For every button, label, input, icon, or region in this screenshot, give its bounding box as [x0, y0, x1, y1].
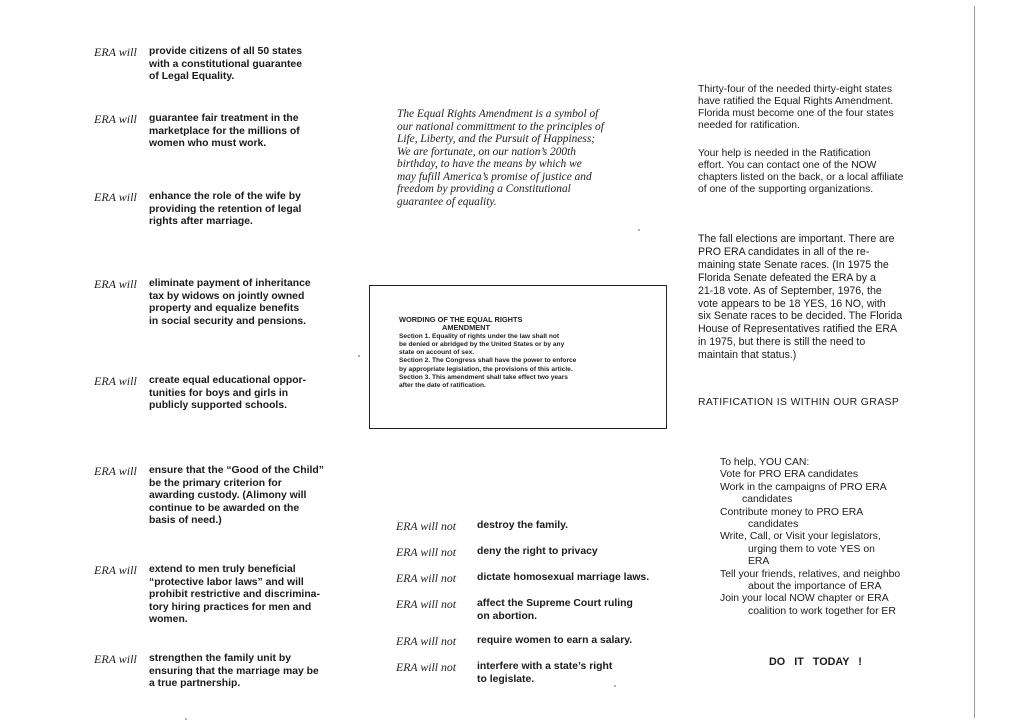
era-will-not-item: ERA will not destroy the family. — [396, 519, 569, 533]
era-will-text: create equal educational oppor- tunities for boys and girls in publicly supported schools. — [149, 375, 307, 412]
era-will-item — [94, 45, 384, 84]
era-will-item — [94, 652, 384, 691]
era-will-text: extend to men truly beneficial “protective labor laws” and will prohibit restrictive and discrimina- tory hiring practices for men and women. — [149, 564, 320, 626]
amendment-wording-text — [399, 316, 664, 390]
amendment-section-line: Section 1. Equality of rights under the law shall not — [399, 332, 560, 340]
era-will-text: eliminate payment of inheritance tax by widows on jointly owned property and equalize benefits in social security and pensions. — [149, 278, 311, 327]
era-will-text: provide citizens of all 50 states with a constitutional guarantee of Legal Equality. — [149, 46, 303, 83]
era-will-not-item: ERA will not affect the Supreme Court ruling on abortion. — [396, 597, 633, 622]
era-will-item — [94, 190, 384, 229]
era-will-lead: ERA will — [94, 45, 137, 59]
era-will-not-item: ERA will not dictate homosexual marriage laws. — [396, 571, 650, 585]
era-will-item — [94, 464, 384, 528]
fall-elections-paragraph: The fall elections are important. There are PRO ERA candidates in all of the re- maining state Senate races. (In 1975 the Florida Senate defeated the ERA by a 21-18 vote. As of September, 1976, the vote appears to be 18 YES, 16 NO, with six Senate races to be decided. The Florida House of Representatives ratified the ERA in 1975, but there is still the need to maintain that status.) — [698, 233, 903, 362]
scan-speck — [185, 718, 187, 720]
era-will-text: strengthen the family unit by ensuring that the marriage may be a true partnership. — [149, 653, 319, 690]
era-will-lead: ERA will — [94, 190, 137, 204]
amendment-section-line: be denied or abridged by the United States or by any — [399, 341, 565, 349]
era-will-text: ensure that the “Good of the Child” be the primary criterion for awarding custody. (Alimony will continue to be awarded on the basis of need.) — [149, 465, 324, 527]
page-fold-line — [974, 6, 975, 718]
era-will-item — [94, 563, 384, 627]
scan-speck — [358, 355, 360, 357]
amendment-wording-title: WORDING OF THE EQUAL RIGHTS AMENDMENT — [399, 315, 523, 333]
era-will-not-item: ERA will not deny the right to privacy — [396, 545, 598, 559]
scan-speck — [614, 685, 616, 687]
era-symbol-paragraph: The Equal Rights Amendment is a symbol of our national committment to the principles of Life, Liberty, and the Pursuit of Happiness; We are fortunate, on our nation’s 200th birthday, to have the means by which we may fufill America’s promise of justice and freedom by providing a Constitutional guarantee of equality. — [397, 108, 604, 208]
era-will-lead: ERA will — [94, 277, 137, 291]
era-will-item — [94, 277, 384, 328]
ratification-status-paragraph: Thirty-four of the needed thirty-eight states have ratified the Equal Rights Amendment. Florida must become one of the four states needed for ratification. — [698, 84, 894, 131]
amendment-section-line: Section 3. This amendment shall take effect two years — [399, 373, 568, 381]
how-to-help-list: To help, YOU CAN: Vote for PRO ERA candidates Work in the campaigns of PRO ERA candidates Contribute money to PRO ERA candidates Write, Call, or Visit your legislators, urging them to vote YES on ERA Tell your friends, relatives, and neighbo about the importance of ERA Join your local NOW chapter or ERA coalition to work together for ER — [720, 457, 901, 617]
era-will-lead: ERA will — [94, 374, 137, 388]
amendment-wording-box — [369, 285, 667, 429]
era-will-lead: ERA will — [94, 112, 137, 126]
amendment-section-line: Section 2. The Congress shall have the power to enforce — [399, 357, 577, 365]
do-it-today-callout: DO IT TODAY ! — [769, 656, 862, 668]
era-will-not-item: ERA will not require women to earn a salary. — [396, 634, 633, 648]
era-will-not-item: ERA will not interfere with a state’s right to legislate. — [396, 660, 613, 685]
ratification-grasp-heading: RATIFICATION IS WITHIN OUR GRASP — [698, 397, 900, 408]
era-will-text: enhance the role of the wife by providing the retention of legal rights after marriage. — [149, 191, 302, 228]
amendment-section-line: after the date of ratification. — [399, 382, 486, 390]
era-will-lead: ERA will — [94, 464, 137, 478]
scan-speck — [638, 229, 640, 231]
era-will-lead: ERA will — [94, 652, 137, 666]
era-will-text: guarantee fair treatment in the marketplace for the millions of women who must work. — [149, 113, 300, 150]
era-will-lead: ERA will — [94, 563, 137, 577]
amendment-section-line: by appropriate legislation, the provisions of this article. — [399, 365, 573, 373]
era-will-item — [94, 112, 384, 151]
amendment-section-line: state on account of sex. — [399, 349, 475, 357]
era-will-item — [94, 374, 384, 413]
help-needed-paragraph: Your help is needed in the Ratification effort. You can contact one of the NOW chapters listed on the back, or a local affiliate of one of the supporting organizations. — [698, 148, 904, 195]
